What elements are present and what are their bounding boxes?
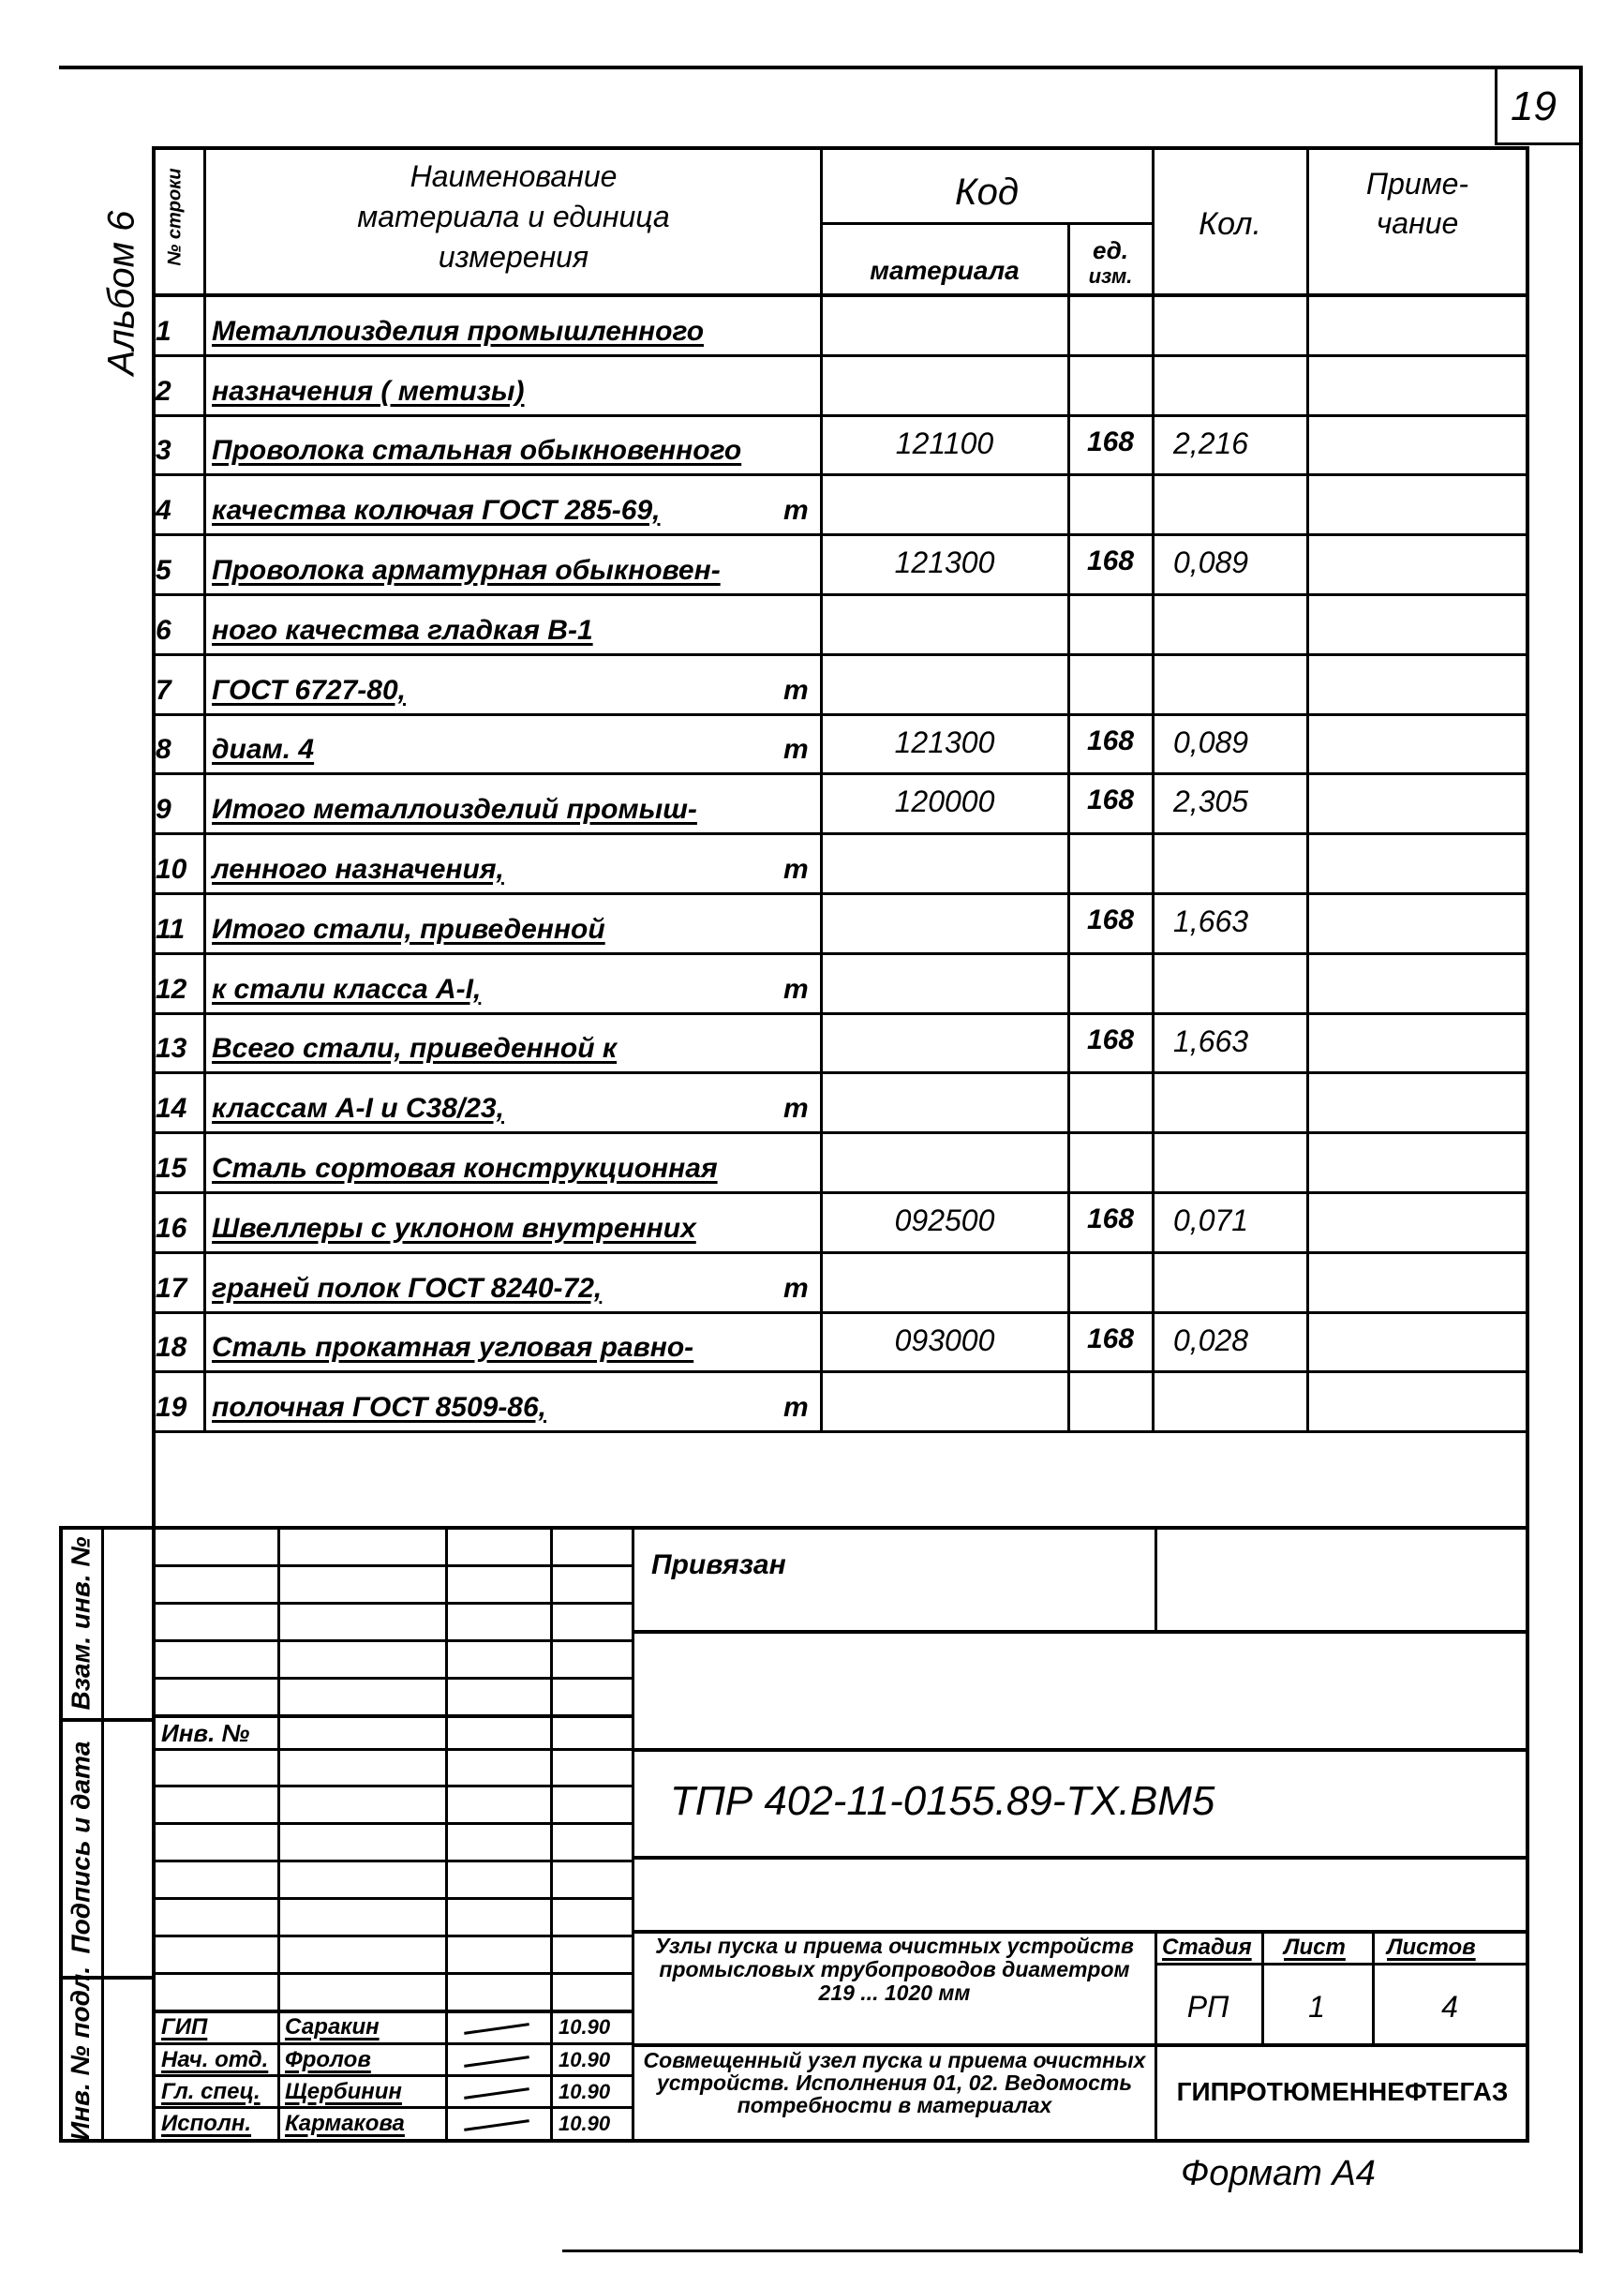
table-row xyxy=(152,773,1529,833)
side-label: Инв. № подл. xyxy=(66,1966,95,2141)
header-qty: Кол. xyxy=(1199,206,1261,242)
unit-of-measure: т xyxy=(783,1273,809,1304)
row-number: 1 xyxy=(156,316,171,347)
row-line xyxy=(154,1677,633,1680)
row-line xyxy=(154,1822,633,1825)
table-row xyxy=(152,953,1529,1013)
row-line xyxy=(633,2043,1529,2047)
quantity: 0,089 xyxy=(1173,725,1249,759)
row-number: 15 xyxy=(156,1153,187,1184)
material-name: качества колючая ГОСТ 285-69, xyxy=(212,495,661,526)
quantity: 1,663 xyxy=(1173,1024,1249,1058)
table-row xyxy=(152,1013,1529,1072)
row-line xyxy=(154,1748,633,1751)
row-line xyxy=(154,1785,633,1787)
unit-of-measure: т xyxy=(783,675,809,706)
unit-code: 168 xyxy=(1086,1024,1135,1055)
signature-mark xyxy=(464,2087,529,2100)
row-line xyxy=(633,1856,1529,1860)
column-line xyxy=(1372,1931,1375,2044)
column-line xyxy=(632,1528,634,2141)
stage-value: РП xyxy=(1186,1990,1229,2024)
signer-role: Нач. отд. xyxy=(161,2047,269,2072)
row-line xyxy=(154,2106,633,2109)
row-number: 13 xyxy=(156,1033,187,1064)
row-number: 14 xyxy=(156,1093,187,1124)
row-line xyxy=(154,2010,633,2013)
header-note-1: Приме- xyxy=(1365,167,1469,201)
table-row xyxy=(152,415,1529,474)
document-code: ТПР 402-11-0155.89-ТХ.ВМ5 xyxy=(670,1778,1215,1824)
table-row xyxy=(152,654,1529,714)
row-line xyxy=(1155,1963,1529,1966)
material-code: 093000 xyxy=(894,1323,995,1357)
inventory-number-label: Инв. № xyxy=(161,1719,250,1747)
quantity: 1,663 xyxy=(1173,904,1249,938)
row-number: 9 xyxy=(156,794,171,825)
table-row xyxy=(152,1072,1529,1132)
header-code-unit-2: изм. xyxy=(1088,264,1133,288)
signature-mark xyxy=(464,2119,529,2131)
header-code-material: материала xyxy=(870,256,1020,285)
signer-role: Гл. спец. xyxy=(161,2079,261,2104)
material-name: к стали класса А-I, xyxy=(212,974,482,1005)
table-row xyxy=(152,355,1529,415)
side-label: Взам. инв. № xyxy=(66,1536,95,1710)
organization-name: ГИПРОТЮМЕННЕФТЕГАЗ xyxy=(1176,2077,1509,2106)
material-name: Сталь сортовая конструкционная xyxy=(212,1153,718,1184)
table-row xyxy=(152,893,1529,953)
side-label: Подпись и дата xyxy=(66,1741,95,1953)
table-row xyxy=(152,295,1529,355)
sheets-value: 4 xyxy=(1441,1990,1458,2024)
column-line xyxy=(1155,1528,1157,1631)
header-code: Код xyxy=(955,172,1019,213)
row-line xyxy=(154,1564,633,1567)
header-name-1: Наименование xyxy=(410,159,618,193)
material-name: Проволока стальная обыкновенного xyxy=(212,435,742,466)
unit-code: 168 xyxy=(1086,1203,1135,1234)
signer-role: ГИП xyxy=(161,2014,208,2040)
row-line xyxy=(154,1935,633,1937)
material-code: 121300 xyxy=(894,546,995,579)
material-code: 121300 xyxy=(894,725,995,759)
page-number: 19 xyxy=(1511,83,1557,129)
row-number: 18 xyxy=(156,1332,187,1363)
material-name: Итого стали, приведенной xyxy=(212,914,605,945)
signer-role: Исполн. xyxy=(161,2111,252,2136)
table-top-border xyxy=(152,146,1529,150)
row-line xyxy=(633,1748,1529,1752)
project-title: Узлы пуска и приема очистных устройств промысловых трубопроводов диаметром 219 ... 1020 мм xyxy=(655,1934,1134,2005)
material-code: 120000 xyxy=(894,785,995,818)
material-name: Проволока арматурная обыкновен- xyxy=(212,555,721,586)
format-label: Формат А4 xyxy=(1181,2154,1376,2193)
material-code: 092500 xyxy=(894,1203,995,1237)
code-split-line xyxy=(821,222,1153,225)
table-row xyxy=(152,714,1529,773)
row-number: 16 xyxy=(156,1213,187,1244)
row-line xyxy=(154,1714,633,1718)
unit-code: 168 xyxy=(1086,785,1135,815)
quantity: 2,305 xyxy=(1173,785,1249,818)
unit-code: 168 xyxy=(1086,1323,1135,1354)
unit-code: 168 xyxy=(1086,426,1135,457)
quantity: 0,071 xyxy=(1173,1203,1249,1237)
header-row-no: № строки xyxy=(164,168,186,266)
header-note-2: чание xyxy=(1376,206,1459,240)
signature-mark xyxy=(464,2055,529,2068)
header-code-unit-1: ед. xyxy=(1092,236,1129,264)
table-row xyxy=(152,534,1529,594)
column-line xyxy=(277,1528,280,2141)
stage-label: Стадия xyxy=(1162,1935,1252,1960)
sheet-title: Совмещенный узел пуска и приема очистных устройств. Исполнения 01, 02. Ведомость потребности в материалах xyxy=(643,2048,1146,2117)
unit-of-measure: т xyxy=(783,974,809,1005)
material-name: Всего стали, приведенной к xyxy=(212,1033,618,1064)
unit-code: 168 xyxy=(1086,546,1135,576)
row-number: 2 xyxy=(156,376,171,407)
table-row xyxy=(152,1252,1529,1312)
row-number: 7 xyxy=(156,675,171,706)
unit-code: 168 xyxy=(1086,904,1135,935)
page-box-left xyxy=(1495,66,1497,144)
frame-right-line xyxy=(1579,66,1583,2253)
signer-name: Кармакова xyxy=(285,2111,405,2136)
signer-name: Саракин xyxy=(285,2014,380,2040)
sheets-label: Листов xyxy=(1387,1935,1476,1960)
signature-mark xyxy=(464,2023,529,2035)
material-name: полочная ГОСТ 8509-86, xyxy=(212,1392,547,1423)
row-number: 6 xyxy=(156,615,171,646)
column-line xyxy=(1261,1931,1264,2044)
material-name: Металлоизделия промышленного xyxy=(212,316,705,347)
table-row xyxy=(152,833,1529,893)
material-name: ГОСТ 6727-80, xyxy=(212,675,406,706)
header-name-2: материала и единица xyxy=(357,200,670,233)
stamp-left-line xyxy=(59,1526,63,2143)
row-line xyxy=(633,1630,1529,1634)
signer-name: Щербинин xyxy=(285,2079,402,2104)
signer-name: Фролов xyxy=(285,2047,371,2072)
column-line xyxy=(550,1528,553,2141)
column-line xyxy=(445,1528,448,2141)
table-row xyxy=(152,1132,1529,1192)
unit-of-measure: т xyxy=(783,495,809,526)
quantity: 0,028 xyxy=(1173,1323,1249,1357)
table-row xyxy=(152,1192,1529,1252)
row-number: 8 xyxy=(156,734,171,765)
unit-of-measure: т xyxy=(783,854,809,885)
table-row xyxy=(152,1371,1529,1431)
signature-date: 10.90 xyxy=(559,2048,611,2071)
row-line xyxy=(154,1860,633,1862)
signature-date: 10.90 xyxy=(559,2080,611,2103)
table-row xyxy=(152,1312,1529,1371)
material-name: диам. 4 xyxy=(212,734,315,765)
material-name: классам А-I и С38/23, xyxy=(212,1093,504,1124)
row-number: 4 xyxy=(156,495,171,526)
row-line xyxy=(154,1602,633,1605)
row-line xyxy=(154,1639,633,1642)
unit-of-measure: т xyxy=(783,1392,809,1423)
row-number: 10 xyxy=(156,854,187,885)
sheet-value: 1 xyxy=(1308,1990,1325,2024)
row-number: 5 xyxy=(156,555,171,586)
row-number: 12 xyxy=(156,974,187,1005)
header-name-3: измерения xyxy=(438,240,589,274)
side-column-line xyxy=(101,1526,104,2143)
signature-date: 10.90 xyxy=(559,2015,611,2039)
linked-label: Привязан xyxy=(651,1549,786,1580)
unit-code: 168 xyxy=(1086,725,1135,756)
material-name: ного качества гладкая В-1 xyxy=(212,615,593,646)
row-number: 19 xyxy=(156,1392,187,1423)
quantity: 0,089 xyxy=(1173,546,1249,579)
frame-top-line xyxy=(59,66,1583,69)
material-name: Швеллеры с уклоном внутренних xyxy=(212,1213,696,1244)
page-box-bottom xyxy=(1495,142,1583,145)
table-row xyxy=(152,474,1529,534)
row-line xyxy=(154,1897,633,1900)
material-code: 121100 xyxy=(895,426,994,460)
table-row xyxy=(152,594,1529,654)
material-name: Сталь прокатная угловая равно- xyxy=(212,1332,694,1363)
row-number: 11 xyxy=(156,914,186,945)
quantity: 2,216 xyxy=(1173,426,1249,460)
material-name: ленного назначения, xyxy=(212,854,504,885)
row-line xyxy=(154,2074,633,2077)
unit-of-measure: т xyxy=(783,1093,809,1124)
row-number: 3 xyxy=(156,435,171,466)
material-name: Итого металлоизделий промыш- xyxy=(212,794,697,825)
album-label: Альбом 6 xyxy=(100,210,142,376)
frame-bottom-line xyxy=(562,2250,1583,2252)
unit-of-measure: т xyxy=(783,734,809,765)
material-name: назначения ( метизы) xyxy=(212,376,525,407)
row-line xyxy=(154,2042,633,2045)
material-name: граней полок ГОСТ 8240-72, xyxy=(212,1273,603,1304)
sheet-label: Лист xyxy=(1284,1935,1346,1960)
signature-date: 10.90 xyxy=(559,2112,611,2135)
row-number: 17 xyxy=(156,1273,187,1304)
row-line xyxy=(154,1972,633,1975)
